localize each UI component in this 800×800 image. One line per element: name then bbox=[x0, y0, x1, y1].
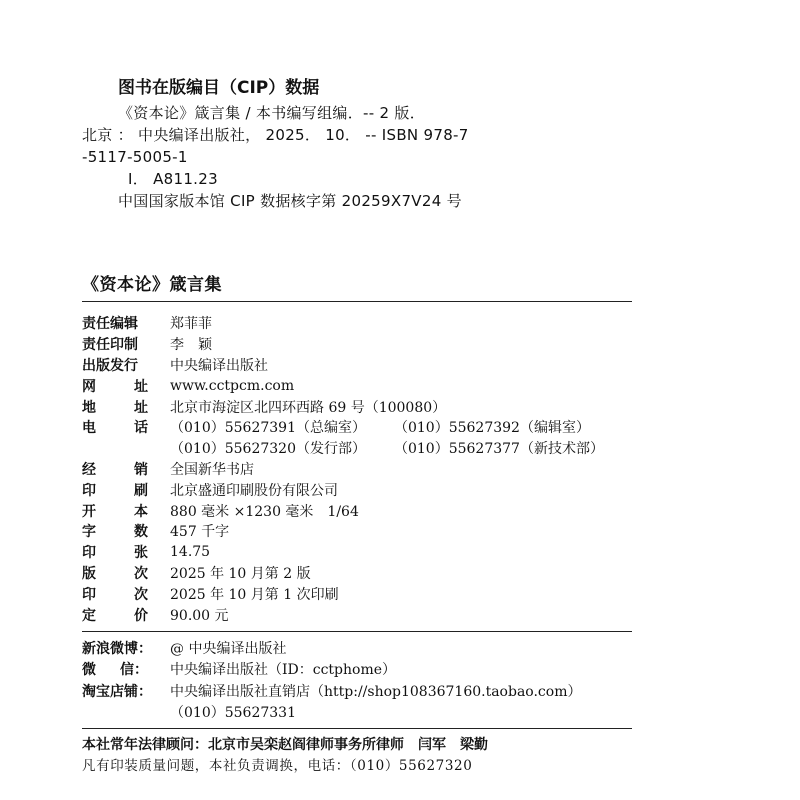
detail-row-distributor bbox=[82, 459, 642, 480]
detail-row-edition bbox=[82, 563, 642, 584]
detail-value: 2025 年 10 月第 2 版 bbox=[170, 565, 311, 582]
detail-label: 版 次 bbox=[82, 565, 148, 582]
detail-value: 中央编译出版社 bbox=[170, 357, 268, 374]
detail-label: 地 址 bbox=[82, 399, 148, 416]
detail-value: 90.00 元 bbox=[170, 607, 229, 624]
footer bbox=[82, 734, 682, 774]
detail-row-phone bbox=[82, 417, 642, 438]
detail-row-address bbox=[82, 396, 642, 417]
detail-value: 北京盛通印刷股份有限公司 bbox=[170, 482, 338, 499]
wechat-label: 微 信： bbox=[82, 662, 148, 679]
detail-row-sheets bbox=[82, 542, 642, 563]
detail-label: 印 张 bbox=[82, 545, 148, 562]
detail-value: （010）55627391（总编室） （010）55627392（编辑室） bbox=[170, 420, 590, 437]
detail-row-website bbox=[82, 375, 642, 396]
detail-label: 责任印制 bbox=[82, 337, 138, 354]
divider-bottom bbox=[82, 728, 632, 729]
detail-row-phone-2 bbox=[82, 438, 642, 459]
detail-value: 全国新华书店 bbox=[170, 461, 254, 478]
detail-row-word-count bbox=[82, 521, 642, 542]
detail-value: 2025 年 10 月第 1 次印刷 bbox=[170, 586, 339, 603]
social-row-wechat bbox=[82, 659, 642, 681]
divider-middle bbox=[82, 631, 632, 632]
cip-line-isbn: -5117-5005-1 bbox=[82, 148, 188, 166]
weibo-value: @ 中央编译出版社 bbox=[170, 640, 287, 657]
detail-row-price bbox=[82, 604, 642, 625]
detail-label: 字 数 bbox=[82, 524, 148, 541]
quality-notice: 凡有印装质量问题，本社负责调换，电话：（010）55627320 bbox=[82, 758, 473, 774]
detail-label: 出版发行 bbox=[82, 357, 138, 374]
detail-value: 457 千字 bbox=[170, 524, 230, 541]
weibo-label: 新浪微博： bbox=[82, 640, 152, 657]
taobao-phone: （010）55627331 bbox=[170, 705, 296, 722]
detail-label: 经 销 bbox=[82, 461, 148, 478]
detail-value: 880 毫米 ×1230 毫米 1/64 bbox=[170, 503, 359, 520]
social-row-taobao-phone bbox=[82, 702, 642, 724]
cip-line-publisher: 北京 ： 中央编译出版社， 2025． 10． -- ISBN 978-7 bbox=[82, 126, 469, 144]
publication-details bbox=[82, 313, 642, 625]
detail-value-website: www.cctpcm.com bbox=[170, 377, 295, 394]
social-row-weibo bbox=[82, 637, 642, 659]
detail-row-editor bbox=[82, 313, 642, 334]
legal-counsel: 本社常年法律顾问：北京市吴栾赵阎律师事务所律师 闫军 梁勤 bbox=[82, 737, 488, 753]
detail-label: 责任编辑 bbox=[82, 316, 138, 333]
detail-label: 印 刷 bbox=[82, 482, 148, 499]
cip-block bbox=[82, 78, 642, 212]
taobao-label: 淘宝店铺： bbox=[82, 683, 152, 700]
detail-row-print-supervisor bbox=[82, 334, 642, 355]
detail-row-publisher bbox=[82, 355, 642, 376]
detail-value: 北京市海淀区北四环西路 69 号（100080） bbox=[170, 399, 447, 416]
social-row-taobao bbox=[82, 680, 642, 702]
wechat-value: 中央编译出版社（ID：cctphome） bbox=[170, 662, 397, 679]
cip-line-title: 《资本论》箴言集 / 本书编写组编．-- 2 版． bbox=[118, 104, 425, 122]
social-contacts bbox=[82, 637, 642, 723]
detail-value: 14.75 bbox=[170, 544, 211, 561]
cip-line-classification: Ⅰ． A811.23 bbox=[128, 170, 218, 188]
detail-label: 印 次 bbox=[82, 586, 148, 603]
divider-top bbox=[82, 301, 632, 302]
detail-row-printer bbox=[82, 479, 642, 500]
book-title: 《资本论》箴言集 bbox=[82, 275, 222, 295]
cip-title: 图书在版编目（CIP）数据 bbox=[118, 78, 320, 98]
detail-label: 开 本 bbox=[82, 503, 148, 520]
cip-line-data-number: 中国国家版本馆 CIP 数据核字第 20259X7V24 号 bbox=[118, 192, 462, 210]
detail-label: 电 话 bbox=[82, 420, 148, 437]
detail-label: 网 址 bbox=[82, 378, 148, 395]
taobao-value: 中央编译出版社直销店（http://shop108367160.taobao.com） bbox=[170, 683, 582, 700]
detail-row-format bbox=[82, 500, 642, 521]
detail-row-printing bbox=[82, 583, 642, 604]
detail-label: 定 价 bbox=[82, 607, 148, 624]
detail-value: 李 颖 bbox=[170, 337, 212, 354]
detail-value: （010）55627320（发行部） （010）55627377（新技术部） bbox=[170, 441, 604, 458]
detail-value: 郑菲菲 bbox=[170, 316, 212, 333]
